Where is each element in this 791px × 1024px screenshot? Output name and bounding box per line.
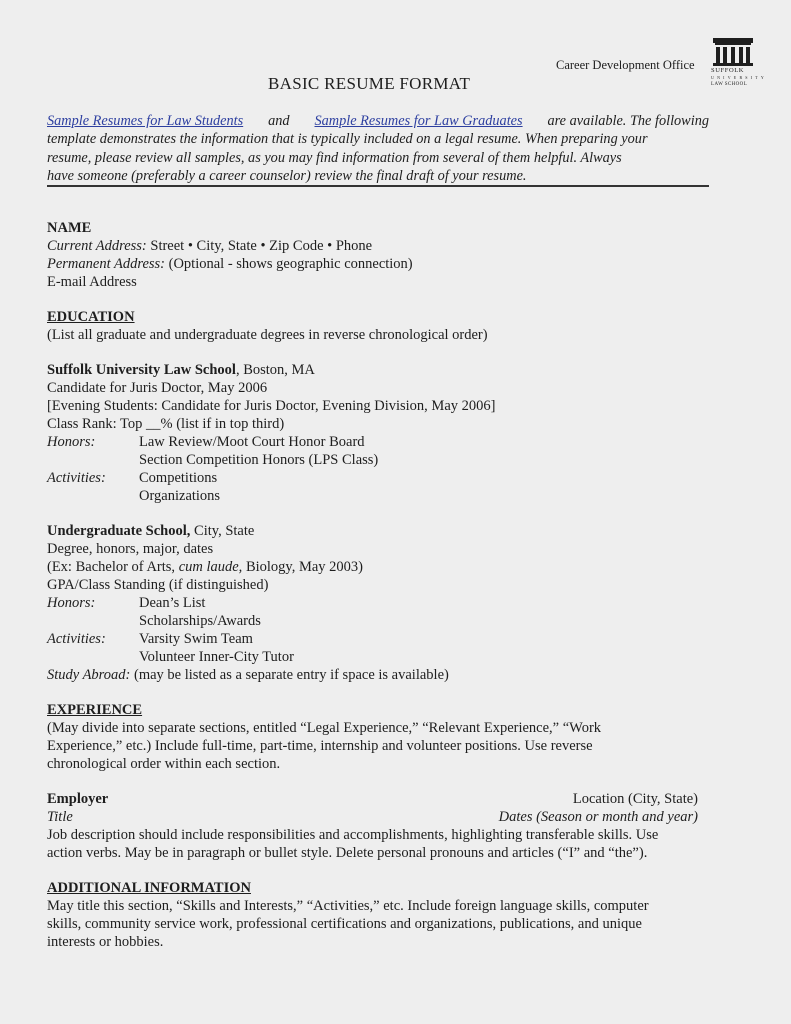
additional-heading: ADDITIONAL INFORMATION — [47, 880, 251, 896]
additional-text: interests or hobbies. — [47, 934, 164, 950]
office-name: Career Development Office — [556, 58, 695, 72]
experience-heading: EXPERIENCE — [47, 702, 143, 718]
honor-item: Scholarships/Awards — [139, 613, 261, 629]
email-address: E-mail Address — [47, 274, 137, 290]
law-school-line — [47, 362, 315, 380]
current-address — [47, 238, 372, 256]
intro-text: resume, please review all samples, as you may find information from several of them helpful. Always — [47, 149, 622, 166]
intro-text: have someone (preferably a career counselor) review the final draft of your resume. — [47, 167, 527, 184]
divider — [47, 185, 709, 187]
additional-text: skills, community service work, professional certifications and organizations, publications, and unique — [47, 916, 642, 932]
logo-law-school: LAW SCHOOL — [711, 82, 748, 87]
intro-paragraph — [47, 113, 709, 186]
experience-note: Experience,” etc.) Include full-time, part-time, internship and volunteer positions. Use reverse — [47, 738, 593, 754]
job-title: Title — [47, 809, 73, 825]
study-abroad-row — [47, 667, 449, 685]
law-school-location: , Boston, MA — [235, 362, 315, 378]
job-description: action verbs. May be in paragraph or bullet style. Delete personal pronouns and articles (“I” and “the”). — [47, 845, 648, 861]
study-abroad-value: (may be listed as a separate entry if space is available) — [130, 667, 449, 683]
current-address-label: Current Address: — [47, 238, 147, 254]
example-text: Biology, May 2003) — [242, 559, 364, 575]
education-heading: EDUCATION — [47, 309, 135, 325]
suffolk-building-logo-icon — [713, 38, 753, 66]
job-description: Job description should include responsibilities and accomplishments, highlighting transferable skills. Use — [47, 827, 659, 843]
activity-item: Competitions — [139, 470, 218, 486]
study-abroad-label: Study Abroad: — [47, 667, 131, 683]
law-degree: Candidate for Juris Doctor, May 2006 — [47, 380, 268, 396]
job-dates: Dates (Season or month and year) — [498, 809, 698, 825]
honors-label: Honors: — [47, 434, 96, 450]
undergrad-activities-row — [47, 631, 253, 649]
activity-item: Organizations — [139, 488, 221, 504]
undergrad-degree: Degree, honors, major, dates — [47, 541, 214, 557]
undergrad-honors-row — [47, 595, 205, 613]
undergrad-example — [47, 559, 363, 577]
example-text: (Ex: Bachelor of Arts, — [47, 559, 179, 575]
permanent-address-label: Permanent Address: — [47, 256, 165, 272]
page-title: BASIC RESUME FORMAT — [268, 74, 471, 93]
undergrad-location: City, State — [190, 523, 255, 539]
permanent-address-value: (Optional - shows geographic connection) — [165, 256, 413, 272]
intro-text: template demonstrates the information that is typically included on a legal resume. When preparing your — [47, 131, 648, 148]
honors-label: Honors: — [47, 595, 96, 611]
experience-note: chronological order within each section. — [47, 756, 281, 772]
law-evening: [Evening Students: Candidate for Juris Doctor, Evening Division, May 2006] — [47, 398, 496, 414]
intro-line — [47, 113, 709, 131]
activities-label: Activities: — [47, 631, 106, 647]
law-students-samples-link[interactable]: Sample Resumes for Law Students — [47, 113, 244, 129]
current-address-value: Street • City, State • Zip Code • Phone — [146, 238, 373, 254]
honor-item: Dean’s List — [139, 595, 206, 611]
law-graduates-samples-link[interactable]: Sample Resumes for Law Graduates — [314, 113, 523, 129]
candidate-name: NAME — [47, 220, 92, 236]
logo-wordmark: SUFFOLK — [711, 67, 745, 74]
example-latin: cum laude, — [178, 559, 243, 575]
law-class-rank: Class Rank: Top __% (list if in top third) — [47, 416, 285, 432]
undergrad-school-name: Undergraduate School, — [47, 523, 191, 539]
intro-line — [47, 131, 709, 149]
activities-label: Activities: — [47, 470, 106, 486]
logo-university: UNIVERSITY — [711, 75, 767, 80]
employer-location: Location (City, State) — [572, 791, 698, 807]
honor-item: Section Competition Honors (LPS Class) — [139, 452, 379, 468]
undergrad-line — [47, 523, 254, 541]
activity-item: Volunteer Inner-City Tutor — [139, 649, 294, 665]
experience-note: (May divide into separate sections, entitled “Legal Experience,” “Relevant Experience,” “Work — [47, 720, 602, 736]
intro-line — [47, 150, 709, 168]
title-row — [47, 809, 698, 827]
intro-and-text: and — [268, 113, 290, 129]
undergrad-gpa: GPA/Class Standing (if distinguished) — [47, 577, 269, 593]
law-activities-row — [47, 470, 217, 488]
employer-row — [47, 791, 698, 809]
employer-name: Employer — [47, 791, 109, 807]
law-honors-row — [47, 434, 365, 452]
intro-text: are available. The following — [547, 113, 709, 129]
additional-text: May title this section, “Skills and Interests,” “Activities,” etc. Include foreign language skills, computer — [47, 898, 649, 914]
permanent-address — [47, 256, 413, 274]
intro-line — [47, 168, 709, 186]
law-school-name: Suffolk University Law School — [47, 362, 236, 378]
activity-item: Varsity Swim Team — [139, 631, 253, 647]
education-note: (List all graduate and undergraduate degrees in reverse chronological order) — [47, 327, 488, 343]
honor-item: Law Review/Moot Court Honor Board — [139, 434, 365, 450]
